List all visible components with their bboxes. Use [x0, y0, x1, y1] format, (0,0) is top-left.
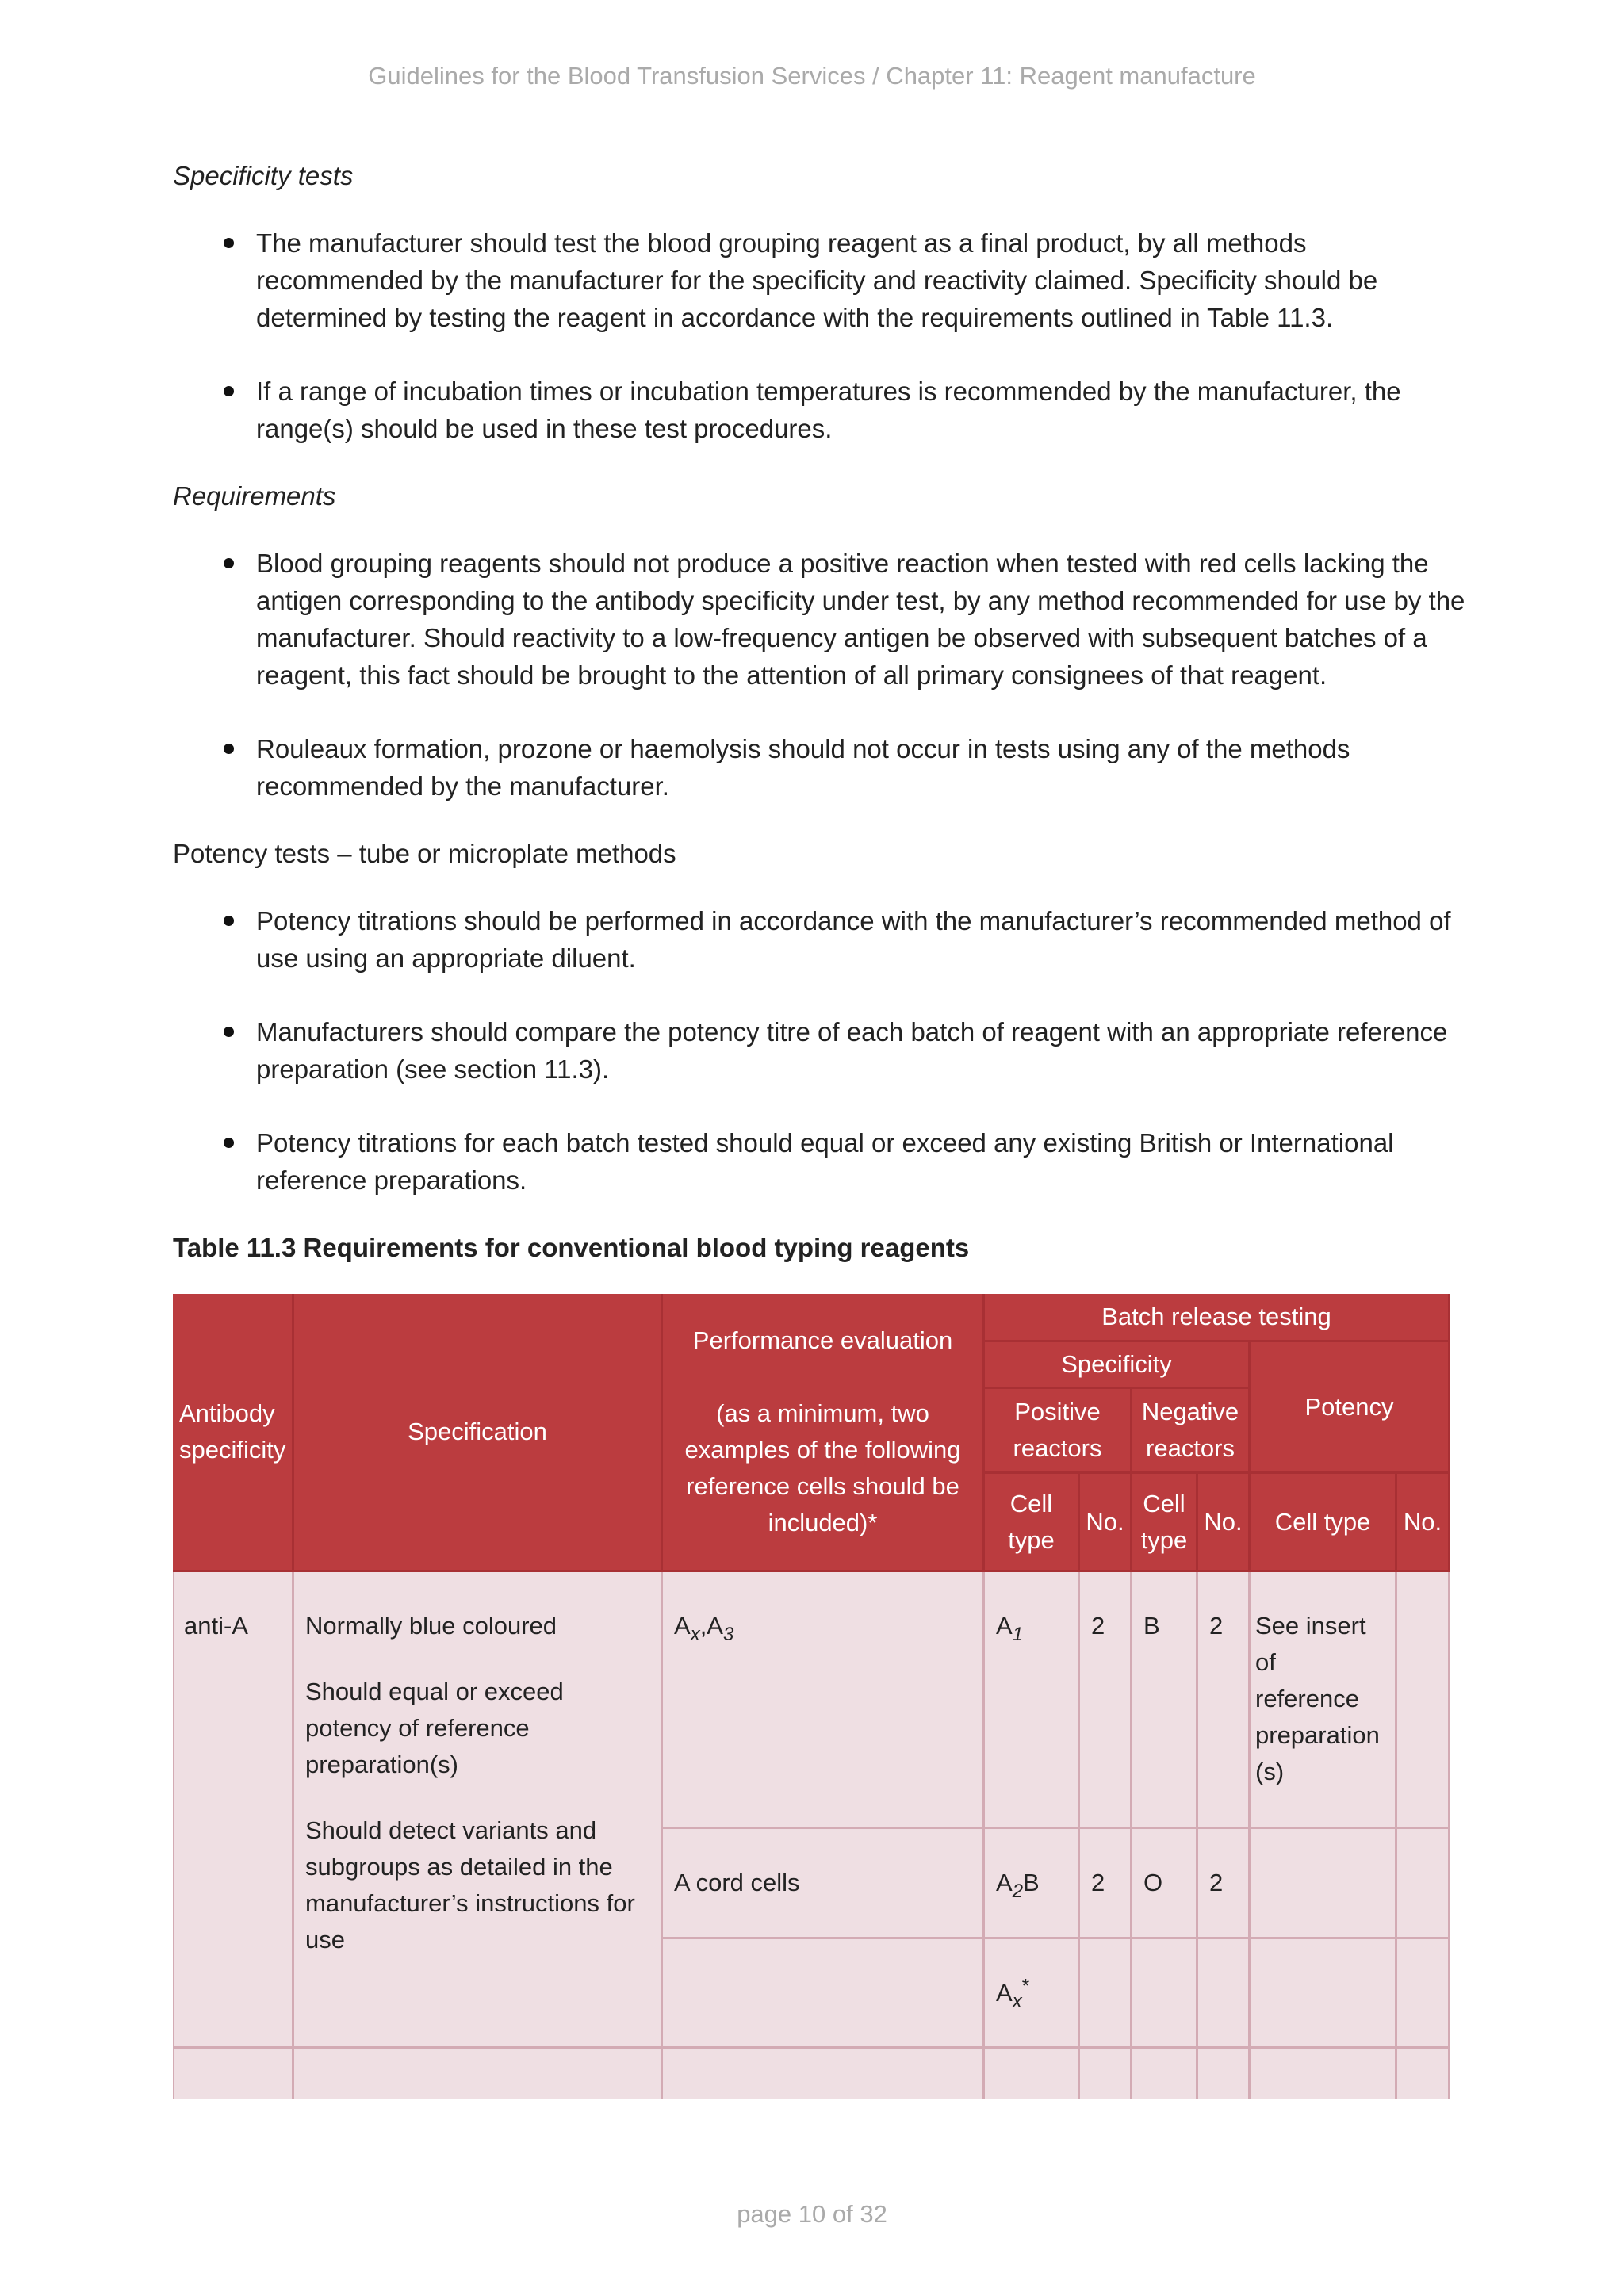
cell-potency-no: [1397, 1829, 1450, 1939]
cell-empty: [1251, 2049, 1397, 2099]
page-number: page 10 of 32: [737, 2200, 887, 2228]
requirements-table: [173, 1294, 1450, 2099]
bullet-item: Manufacturers should compare the potency titre of each batch of reagent with an appropriate reference preparation (see section 11.3).: [256, 1013, 1473, 1088]
cell-positive-no: [1080, 1939, 1132, 2049]
cell-positive-no: 2: [1080, 1829, 1132, 1939]
header-no: No.: [1397, 1474, 1450, 1572]
cell-empty: [1132, 2049, 1198, 2099]
cell-empty: [294, 2049, 663, 2099]
cell-positive-type: $A_x^*$: [985, 1939, 1080, 2049]
header-specificity: Specificity: [985, 1342, 1251, 1389]
cell-negative-type: [1132, 1939, 1198, 2049]
header-performance-evaluation: Performance evaluation (as a minimum, two examples of the following reference cells should be included)*: [663, 1294, 985, 1572]
bullet-item: Potency titrations should be performed in accordance with the manufacturer’s recommended method of use using an appropriate diluent.: [256, 902, 1473, 977]
header-negative-reactors: Negative reactors: [1132, 1389, 1251, 1474]
cell-negative-no: 2: [1198, 1572, 1251, 1829]
header-cell-type: Cell type: [1251, 1474, 1397, 1572]
header-positive-reactors: Positive reactors: [985, 1389, 1132, 1474]
cell-empty: [985, 2049, 1080, 2099]
cell-specification: Normally blue coloured Should equal or exceed potency of reference preparation(s) Should detect variants and subgroups as detailed in the manufacturer’s instructions for use: [294, 1572, 663, 2049]
cell-potency-type: See insert of reference preparation (s): [1251, 1572, 1397, 1829]
cell-potency-type: [1251, 1939, 1397, 2049]
table-title: Table 11.3 Requirements for conventional blood typing reagents: [173, 1233, 970, 1262]
header-potency: Potency: [1251, 1342, 1450, 1474]
header-batch-release: Batch release testing: [985, 1294, 1450, 1342]
cell-antibody: anti-A: [173, 1572, 294, 2049]
cell-negative-type: B: [1132, 1572, 1198, 1829]
header-cell-type: Cell type: [1132, 1474, 1198, 1572]
cell-empty: [663, 2049, 985, 2099]
cell-performance: [663, 1939, 985, 2049]
cell-empty: [1080, 2049, 1132, 2099]
cell-positive-no: 2: [1080, 1572, 1132, 1829]
bullet-item: Blood grouping reagents should not produce a positive reaction when tested with red cells lacking the antigen corresponding to the antibody specificity under test, by any method recommended for use by the manufacturer. Should reactivity to a low-frequency antigen be observed with subsequent batches of a reagent, this fact should be brought to the attention of all primary consignees of that reagent.: [256, 545, 1473, 694]
section-title-specificity: Specificity tests: [173, 161, 354, 190]
cell-potency-no: [1397, 1572, 1450, 1829]
section-title-potency: Potency tests – tube or microplate methods: [173, 839, 676, 868]
header-cell-type: Cell type: [985, 1474, 1080, 1572]
bullet-item: The manufacturer should test the blood grouping reagent as a final product, by all methods recommended by the manufacturer for the specificity and reactivity claimed. Specificity should be determined by testing the reagent in accordance with the requirements outlined in Table 11.3.: [256, 224, 1473, 336]
cell-potency-no: [1397, 1939, 1450, 2049]
section-title-requirements: Requirements: [173, 481, 336, 511]
bullet-item: If a range of incubation times or incubation temperatures is recommended by the manufacturer, the range(s) should be used in these test procedures.: [256, 373, 1473, 447]
page-content: [173, 157, 1473, 2099]
cell-negative-no: 2: [1198, 1829, 1251, 1939]
bullet-item: Potency titrations for each batch tested should equal or exceed any existing British or International reference preparations.: [256, 1124, 1473, 1199]
header-specification: Specification: [294, 1294, 663, 1572]
running-header: Guidelines for the Blood Transfusion Services / Chapter 11: Reagent manufacture: [368, 62, 1256, 90]
cell-negative-type: O: [1132, 1829, 1198, 1939]
bullet-item: Rouleaux formation, prozone or haemolysis should not occur in tests using any of the methods recommended by the manufacturer.: [256, 730, 1473, 805]
cell-negative-no: [1198, 1939, 1251, 2049]
header-no: No.: [1198, 1474, 1251, 1572]
cell-potency-type: [1251, 1829, 1397, 1939]
cell-empty: [1198, 2049, 1251, 2099]
cell-performance: A cord cells: [663, 1829, 985, 1939]
header-antibody-specificity: Antibody specificity: [173, 1294, 294, 1572]
cell-positive-type: $A_1$: [985, 1572, 1080, 1829]
cell-performance: $A_x,A_3$: [663, 1572, 985, 1829]
cell-empty: [1397, 2049, 1450, 2099]
table-left-border: [173, 1572, 174, 2099]
header-no: No.: [1080, 1474, 1132, 1572]
cell-empty: [173, 2049, 294, 2099]
cell-positive-type: $A_2B$: [985, 1829, 1080, 1939]
